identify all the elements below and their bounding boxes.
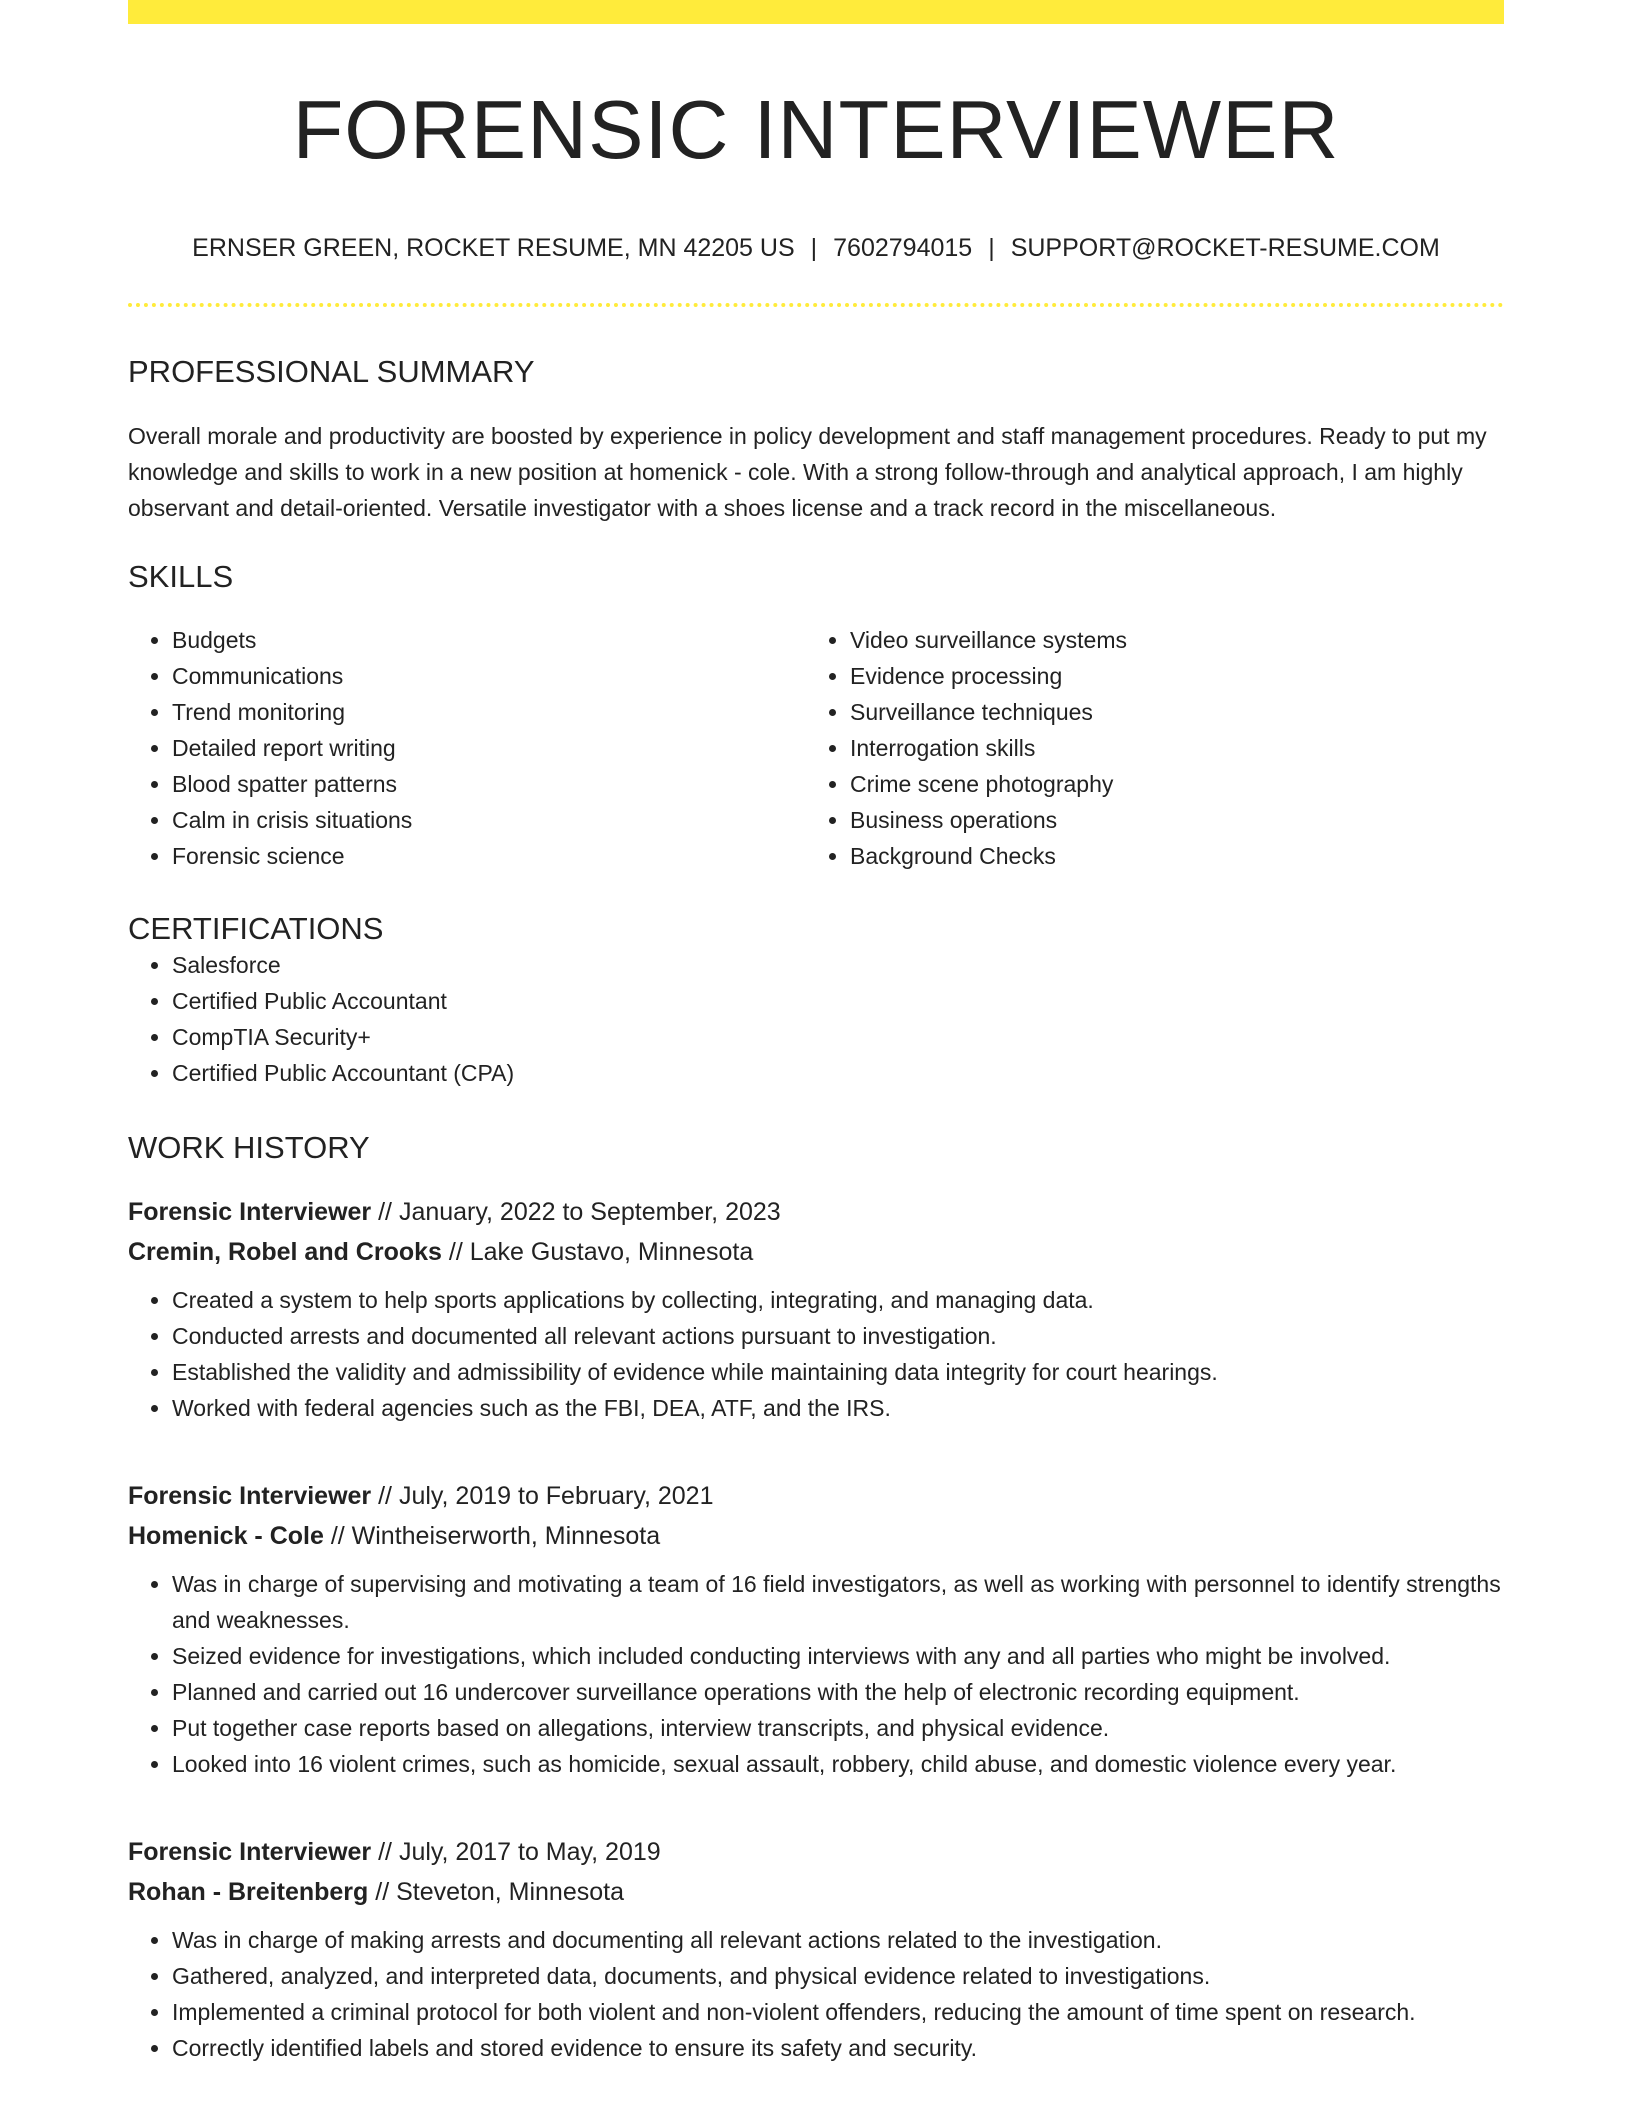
job-company: Homenick - Cole [128, 1522, 324, 1551]
contact-separator: | [988, 234, 995, 263]
skills-heading: SKILLS [128, 559, 234, 595]
list-item: • Certified Public Accountant (CPA) [172, 1055, 1504, 1091]
list-item: • Interrogation skills [850, 730, 1504, 766]
list-item: • Video surveillance systems [850, 622, 1504, 658]
list-item: • Was in charge of supervising and motivating a team of 16 field investigators, as well as working with personnel to identify strengths and weaknesses. [172, 1566, 1504, 1638]
certifications-list [128, 947, 1504, 1091]
list-item: • Worked with federal agencies such as the FBI, DEA, ATF, and the IRS. [172, 1390, 1504, 1426]
dotted-divider [128, 303, 1504, 307]
certifications-heading: CERTIFICATIONS [128, 910, 384, 946]
work-history-heading: WORK HISTORY [128, 1129, 370, 1165]
work-history-list [128, 1192, 1504, 2066]
job-company-line [128, 1872, 1504, 1912]
job-company: Cremin, Robel and Crooks [128, 1238, 442, 1267]
list-item: • Blood spatter patterns [172, 766, 806, 802]
list-item: • Business operations [850, 802, 1504, 838]
job-company-line [128, 1232, 1504, 1272]
job-role: Forensic Interviewer [128, 1198, 372, 1227]
skills-grid [128, 622, 1504, 874]
list-item: • Salesforce [172, 947, 1504, 983]
list-item: • Was in charge of making arrests and documenting all relevant actions related to the investigation. [172, 1922, 1504, 1958]
contact-line [128, 233, 1504, 263]
list-item: • Forensic science [172, 838, 806, 874]
list-item: • Established the validity and admissibility of evidence while maintaining data integrity for court hearings. [172, 1354, 1504, 1390]
job-role: Forensic Interviewer [128, 1482, 372, 1511]
job-bullets [128, 1282, 1504, 1426]
list-item: • Detailed report writing [172, 730, 806, 766]
list-item: • Crime scene photography [850, 766, 1504, 802]
contact-phone: 7602794015 [833, 234, 973, 263]
resume-page [128, 0, 1504, 2066]
list-item: • Conducted arrests and documented all relevant actions pursuant to investigation. [172, 1318, 1504, 1354]
job-bullets [128, 1566, 1504, 1782]
resume-title: FORENSIC INTERVIEWER [292, 83, 1340, 176]
list-item: • Certified Public Accountant [172, 983, 1504, 1019]
skills-left-list [128, 622, 806, 874]
list-item: • Gathered, analyzed, and interpreted data, documents, and physical evidence related to investigations. [172, 1958, 1504, 1994]
list-item: • Seized evidence for investigations, which included conducting interviews with any and all parties who might be involved. [172, 1638, 1504, 1674]
list-item: • Created a system to help sports applications by collecting, integrating, and managing data. [172, 1282, 1504, 1318]
job-dates: // July, 2019 to February, 2021 [371, 1482, 714, 1511]
job-title-line [128, 1476, 1504, 1516]
list-item: • Budgets [172, 622, 806, 658]
list-item: • CompTIA Security+ [172, 1019, 1504, 1055]
list-item: • Implemented a criminal protocol for both violent and non-violent offenders, reducing the amount of time spent on research. [172, 1994, 1504, 2030]
list-item: • Correctly identified labels and stored evidence to ensure its safety and security. [172, 2030, 1504, 2066]
job-title-line [128, 1192, 1504, 1232]
job-company-line [128, 1516, 1504, 1556]
list-item: • Evidence processing [850, 658, 1504, 694]
job-bullets [128, 1922, 1504, 2066]
list-item: • Looked into 16 violent crimes, such as homicide, sexual assault, robbery, child abuse, and domestic violence every year. [172, 1746, 1504, 1782]
contact-address: ERNSER GREEN, ROCKET RESUME, MN 42205 US [192, 234, 795, 263]
list-item: • Communications [172, 658, 806, 694]
list-item: • Calm in crisis situations [172, 802, 806, 838]
job-company: Rohan - Breitenberg [128, 1878, 369, 1907]
job-dates: // July, 2017 to May, 2019 [371, 1838, 661, 1867]
contact-email: SUPPORT@ROCKET-RESUME.COM [1010, 234, 1440, 263]
contact-separator: | [810, 234, 818, 263]
job-entry [128, 1832, 1504, 2066]
job-entry [128, 1476, 1504, 1782]
list-item: • Put together case reports based on allegations, interview transcripts, and physical evidence. [172, 1710, 1504, 1746]
job-title-line [128, 1832, 1504, 1872]
job-location: // Steveton, Minnesota [368, 1878, 624, 1907]
job-location: // Wintheiserworth, Minnesota [323, 1522, 661, 1551]
skills-right-list [806, 622, 1504, 874]
job-dates: // January, 2022 to September, 2023 [371, 1198, 781, 1227]
list-item: • Surveillance techniques [850, 694, 1504, 730]
accent-top-bar [128, 0, 1504, 24]
list-item: • Background Checks [850, 838, 1504, 874]
job-role: Forensic Interviewer [128, 1838, 372, 1867]
list-item: • Trend monitoring [172, 694, 806, 730]
summary-heading: PROFESSIONAL SUMMARY [128, 354, 535, 390]
summary-text: Overall morale and productivity are boosted by experience in policy development and staff management procedures. Ready to put my knowledge and skills to work in a new position at homenick - cole. With a strong follow-through and analytical approach, I am highly observant and detail-oriented. Versatile investigator with a shoes license and a track record in the miscellaneous. [128, 423, 1487, 522]
job-location: // Lake Gustavo, Minnesota [441, 1238, 754, 1267]
job-entry [128, 1192, 1504, 1426]
list-item: • Planned and carried out 16 undercover surveillance operations with the help of electronic recording equipment. [172, 1674, 1504, 1710]
